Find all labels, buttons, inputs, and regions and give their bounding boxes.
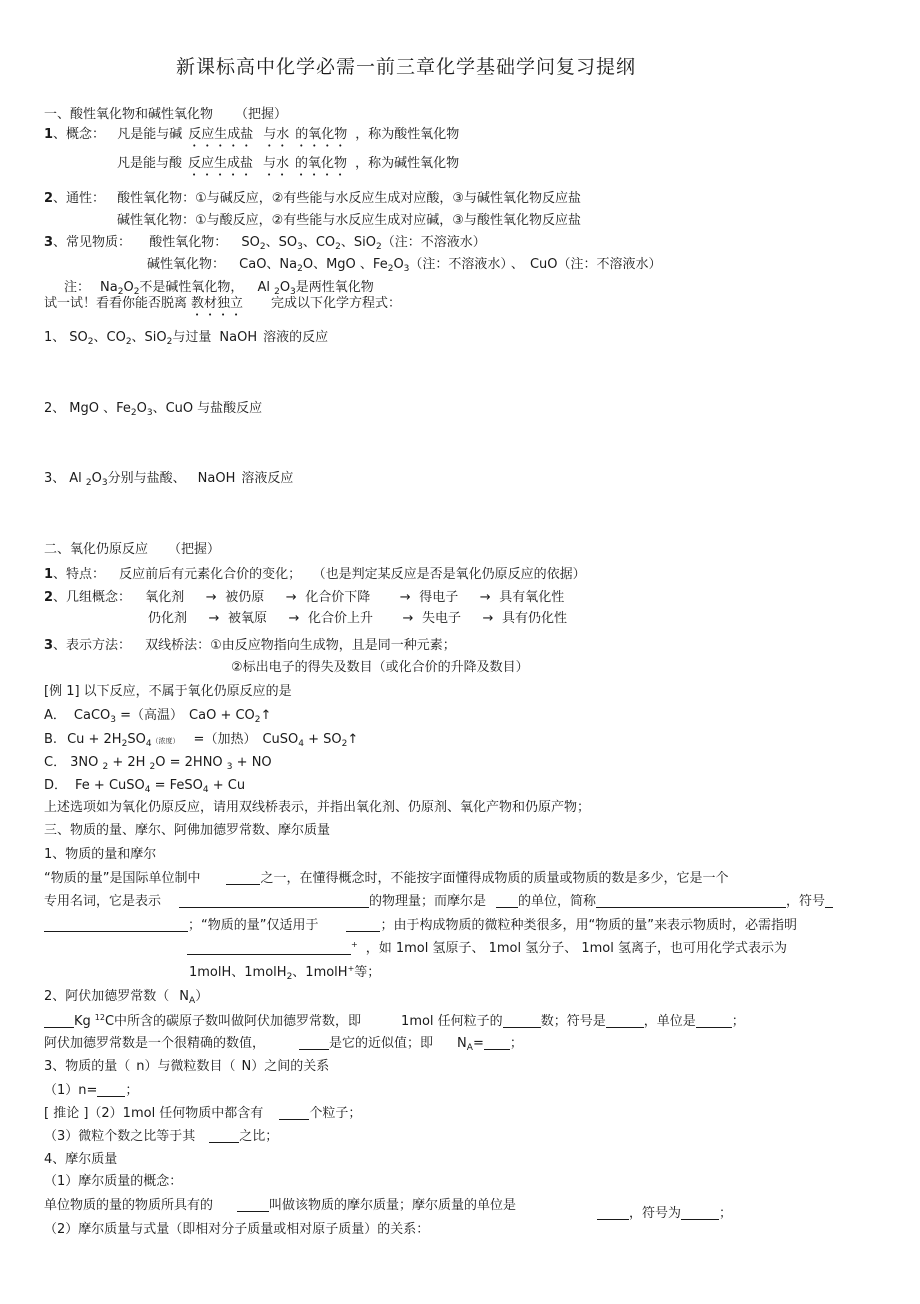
s2-concepts-row-1: 2、几组概念： 氧化剂 → 被仍原 → 化合价下降 → 得电子 → 具有氧化性 [44,590,565,605]
s2-option-a: A． CaCO$_3$ =（高温） CaO + $CO_2↑$ [44,708,272,725]
s3-molar-mass-unit: ，符号为 ； [597,1205,732,1223]
s1-question-1: 1、 $SO_2$、$CO_2$、SiO$_2$与过量 NaOH 溶液的反应 [44,330,329,347]
s2-notation-2: ②标出电子的得失及数目（或化合价的升降及数目） [231,660,529,675]
s2-notation-1: 3、表示方法： 双线桥法：①由反应物指向生成物，且是同一种元素； [44,638,456,653]
s3-subheading-4: 4、摩尔质量 [44,1152,118,1167]
s3-line-5: 1molH、1molH$_2$、1molH+等； [189,964,381,982]
s2-option-d: D． Fe + CuSO$_4$ = FeSO$_4$ + Cu [44,778,246,795]
s1-properties-line-1: 2、通性： 酸性氧化物：①与碱反应，②有些能与水反应生成对应酸，③与碱性氧化物反应盐 [44,191,582,206]
page-title: 新课标高中化学必需一前三章化学基础学问复习提纲 [176,56,637,78]
s2-concepts-row-2: 仍化剂 → 被氧原 → 化合价上升 → 失电子 → 具有仍化性 [148,611,568,626]
section-3-heading: 三、物质的量、摩尔、阿佛加德罗常数、摩尔质量 [44,823,331,838]
s2-example-question: [例 1] 以下反应，不属于氧化仍原反应的是 [44,684,292,699]
s3-molar-mass-definition: 单位物质的量的物质所具有的 叫做该物质的摩尔质量；摩尔质量的单位是 [44,1198,517,1213]
s3-line-4: + ，如 1mol 氢原子、 1mol 氢分子、 1mol 氢离子，也可用化学式表示为 [187,940,787,958]
s3-molar-mass-concept: （1）摩尔质量的概念： [44,1174,183,1189]
s3-subheading-2: 2、阿伏加德罗常数（ $N_A$） [44,989,209,1006]
s3-molar-mass-relation: （2）摩尔质量与式量（即相对分子质量或相对原子质量）的关系： [44,1222,430,1237]
s1-properties-line-2: 碱性氧化物：①与酸反应，②有些能与水反应生成对应碱，③与酸性氧化物反应盐 [117,213,581,228]
s3-line-7: 阿伏加德罗常数是一个很精确的数值， 是它的近似值；即 $N_A=$ ； [44,1036,523,1053]
s1-common-basic: 碱性氧化物： CaO、$Na_2O$、MgO 、$Fe_2O_3$（注：不溶液水） 、 CuO（注：不溶液水） [147,257,662,274]
s1-try-prompt: 试一试！看看你能否脱离 教材独立 完成以下化学方程式： [44,296,402,311]
s2-feature: 1、特点： 反应前后有元素化合价的变化； （也是判定某反应是否是氧化仍原反应的依据） [44,567,586,582]
s1-question-2: 2、 MgO 、$Fe_2O_3$、CuO 与盐酸反应 [44,401,263,418]
s2-option-b: B. $Cu + 2H_2SO_4$（浓度） =（加热） CuSO$_4$ + $SO_2↑$ [44,732,359,749]
s3-formula-1: （1）n= ； [44,1083,139,1098]
s1-concept-line-2: 凡是能与酸 反应生成盐 与水 的氧化物 ，称为碱性氧化物 [117,156,460,171]
s1-concept-line-1: 1、概念： 凡是能与碱 反应生成盐 与水 的氧化物 ，称为酸性氧化物 [44,127,460,142]
s1-question-3: 3、 Al $_2O_3$分别与盐酸、 NaOH 溶液反应 [44,471,294,488]
s1-note: 注： $Na_2O_2$不是碱性氧化物， Al $_2O_3$是两性氧化物 [64,280,374,297]
s3-corollary-3: （3）微粒个数之比等于其 之比； [44,1129,279,1144]
s2-option-c: C． 3NO $_2$ + 2H $_2$O = 2HNO $_3$ + NO [44,755,272,772]
s3-subheading-3: 3、物质的量（ n）与微粒数目（ N）之间的关系 [44,1059,330,1074]
section-1-heading: 一、酸性氧化物和碱性氧化物 （把握） [44,107,288,122]
s3-corollary-2: [ 推论 ]（2）1mol 任何物质中都含有 个粒子； [44,1106,362,1121]
s2-instruction: 上述选项如为氧化仍原反应，请用双线桥表示，并指出氧化剂、仍原剂、氧化产物和仍原产物； [44,800,591,815]
s3-line-2: 专用名词，它是表示 的物理量；而摩尔是 的单位，简称 ，符号 [44,893,833,911]
s3-line-3: ；“物质的量”仅适用于 ；由于构成物质的微粒种类很多，用“物质的量”来表示物质时，必需指明 [44,917,797,935]
section-2-heading: 二、氧化仍原反应 （把握） [44,542,221,557]
s3-line-1: “物质的量”是国际单位制中 之一，在懂得概念时，不能按字面懂得成物质的质量或物质的数是多少，它是一个 [44,871,729,886]
s1-common-acidic: 3、常见物质： 酸性氧化物： $SO_2$、$SO_3$、$CO_2$、SiO$_2$（注：不溶液水） [44,235,486,252]
s3-subheading-1: 1、物质的量和摩尔 [44,847,157,862]
s3-line-6: Kg $^{12}$C中所含的碳原子数叫做阿伏加德罗常数，即 1mol 任何粒子的 数；符号是 ，单位是 ； [44,1013,745,1031]
